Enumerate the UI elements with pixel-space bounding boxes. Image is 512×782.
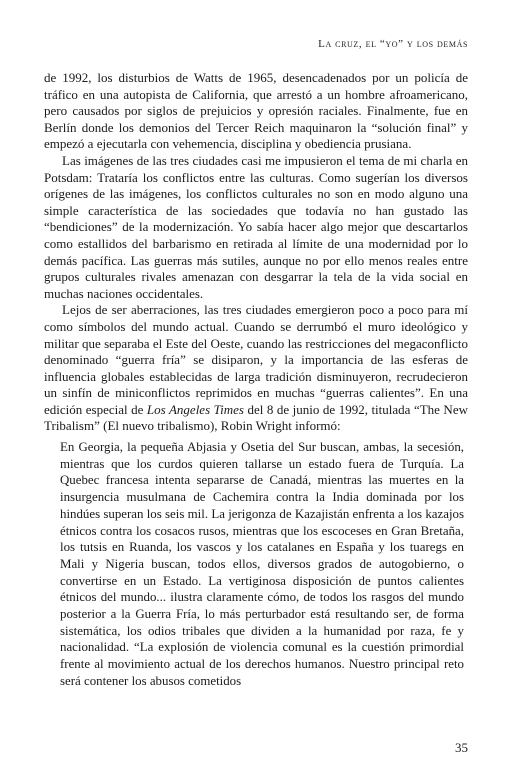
paragraph-3-start: Lejos de ser aberraciones, las tres ciudades emergieron poco a poco para mí como símbolos del mundo actual. Cuando se derrumbó el muro ideológico y militar que separaba el Este del Oeste, cuando las restricciones del megaconflicto denominado “guerra fría” se disiparon, y la importancia de las esferas de influencia globales establecidas de larga tradición disminuyeron, recrudecieron un sinfín de miniconflictos reprimidos en muchas “guerras calientes”. En una edición especial de (44, 302, 468, 417)
running-head: La cruz, el “yo” y los demás (318, 38, 468, 50)
body-text (44, 70, 468, 435)
paragraph-1: de 1992, los disturbios de Watts de 1965, desencadenados por un policía de tráfico en una autopista de California, que arrestó a un hombre afroamericano, pero causados por siglos de prejuicios y opresión raciales. Finalmente, fue en Berlín donde los demonios del Tercer Reich maquinaron la “solución final” y empezó a ejecutarla con vehemencia, disciplina y obediencia prusiana. (44, 70, 468, 152)
block-quote-text: En Georgia, la pequeña Abjasia y Osetia del Sur buscan, ambas, la secesión, mientras que los curdos quieren tallarse un estado fuera de Turquía. La Quebec francesa intenta separarse de Canadá, mientras las muertes en la insurgencia musulmana de Cachemira contra la India dominada por los hindúes superan los seis mil. La jerigonza de Kazajistán enfrenta a los kazajos étnicos contra los cosacos rusos, mientras que los escoceses en Gran Bretaña, los tutsis en Ruanda, los vascos y los catalanes en España y los tuaregs en Mali y Nigeria buscan, todos ellos, diversos grados de autogobierno, o convertirse en un Estado. La vertiginosa disposición de puntos calientes étnicos del mundo... ilustra claramente cómo, de todos los rasgos del mundo posterior a la Guerra Fría, lo más perturbador está resultando ser, de forma sistemática, los odios tribales que dividen a la humanidad por raza, fe y nacionalidad. “La explosión de violencia comunal es la cuestión primordial frente al movimiento actual de los derechos humanos. Nuestro principal reto será contener los abusos cometidos (60, 440, 464, 688)
paragraph-3 (44, 302, 468, 435)
paragraph-2: Las imágenes de las tres ciudades casi me impusieron el tema de mi charla en Potsdam: Trataría los conflictos entre las culturas. Como sugerían los diversos orígenes de las imágenes, los conflictos culturales no son en modo alguno una simple característica de las sociedades que todavía no han gustado las “bendiciones” de la modernización. Yo sabía hacer algo mejor que descartarlos como estallidos del barbarismo en retirada al límite de una modernidad por lo demás pacífica. Las guerras más sutiles, aunque no por ello menos reales entre grupos culturales rivales amenazan con desgarrar la tela de la vida social en muchas naciones occidentales. (44, 152, 468, 301)
page-number: 35 (455, 740, 468, 755)
newspaper-title: Los Angeles Times (146, 401, 244, 417)
paragraph-3-end: del 8 de junio de 1992, titulada “The New Tribalism” (El nuevo tribalismo), Robin Wright informó: (44, 401, 468, 434)
block-quote (60, 439, 464, 690)
